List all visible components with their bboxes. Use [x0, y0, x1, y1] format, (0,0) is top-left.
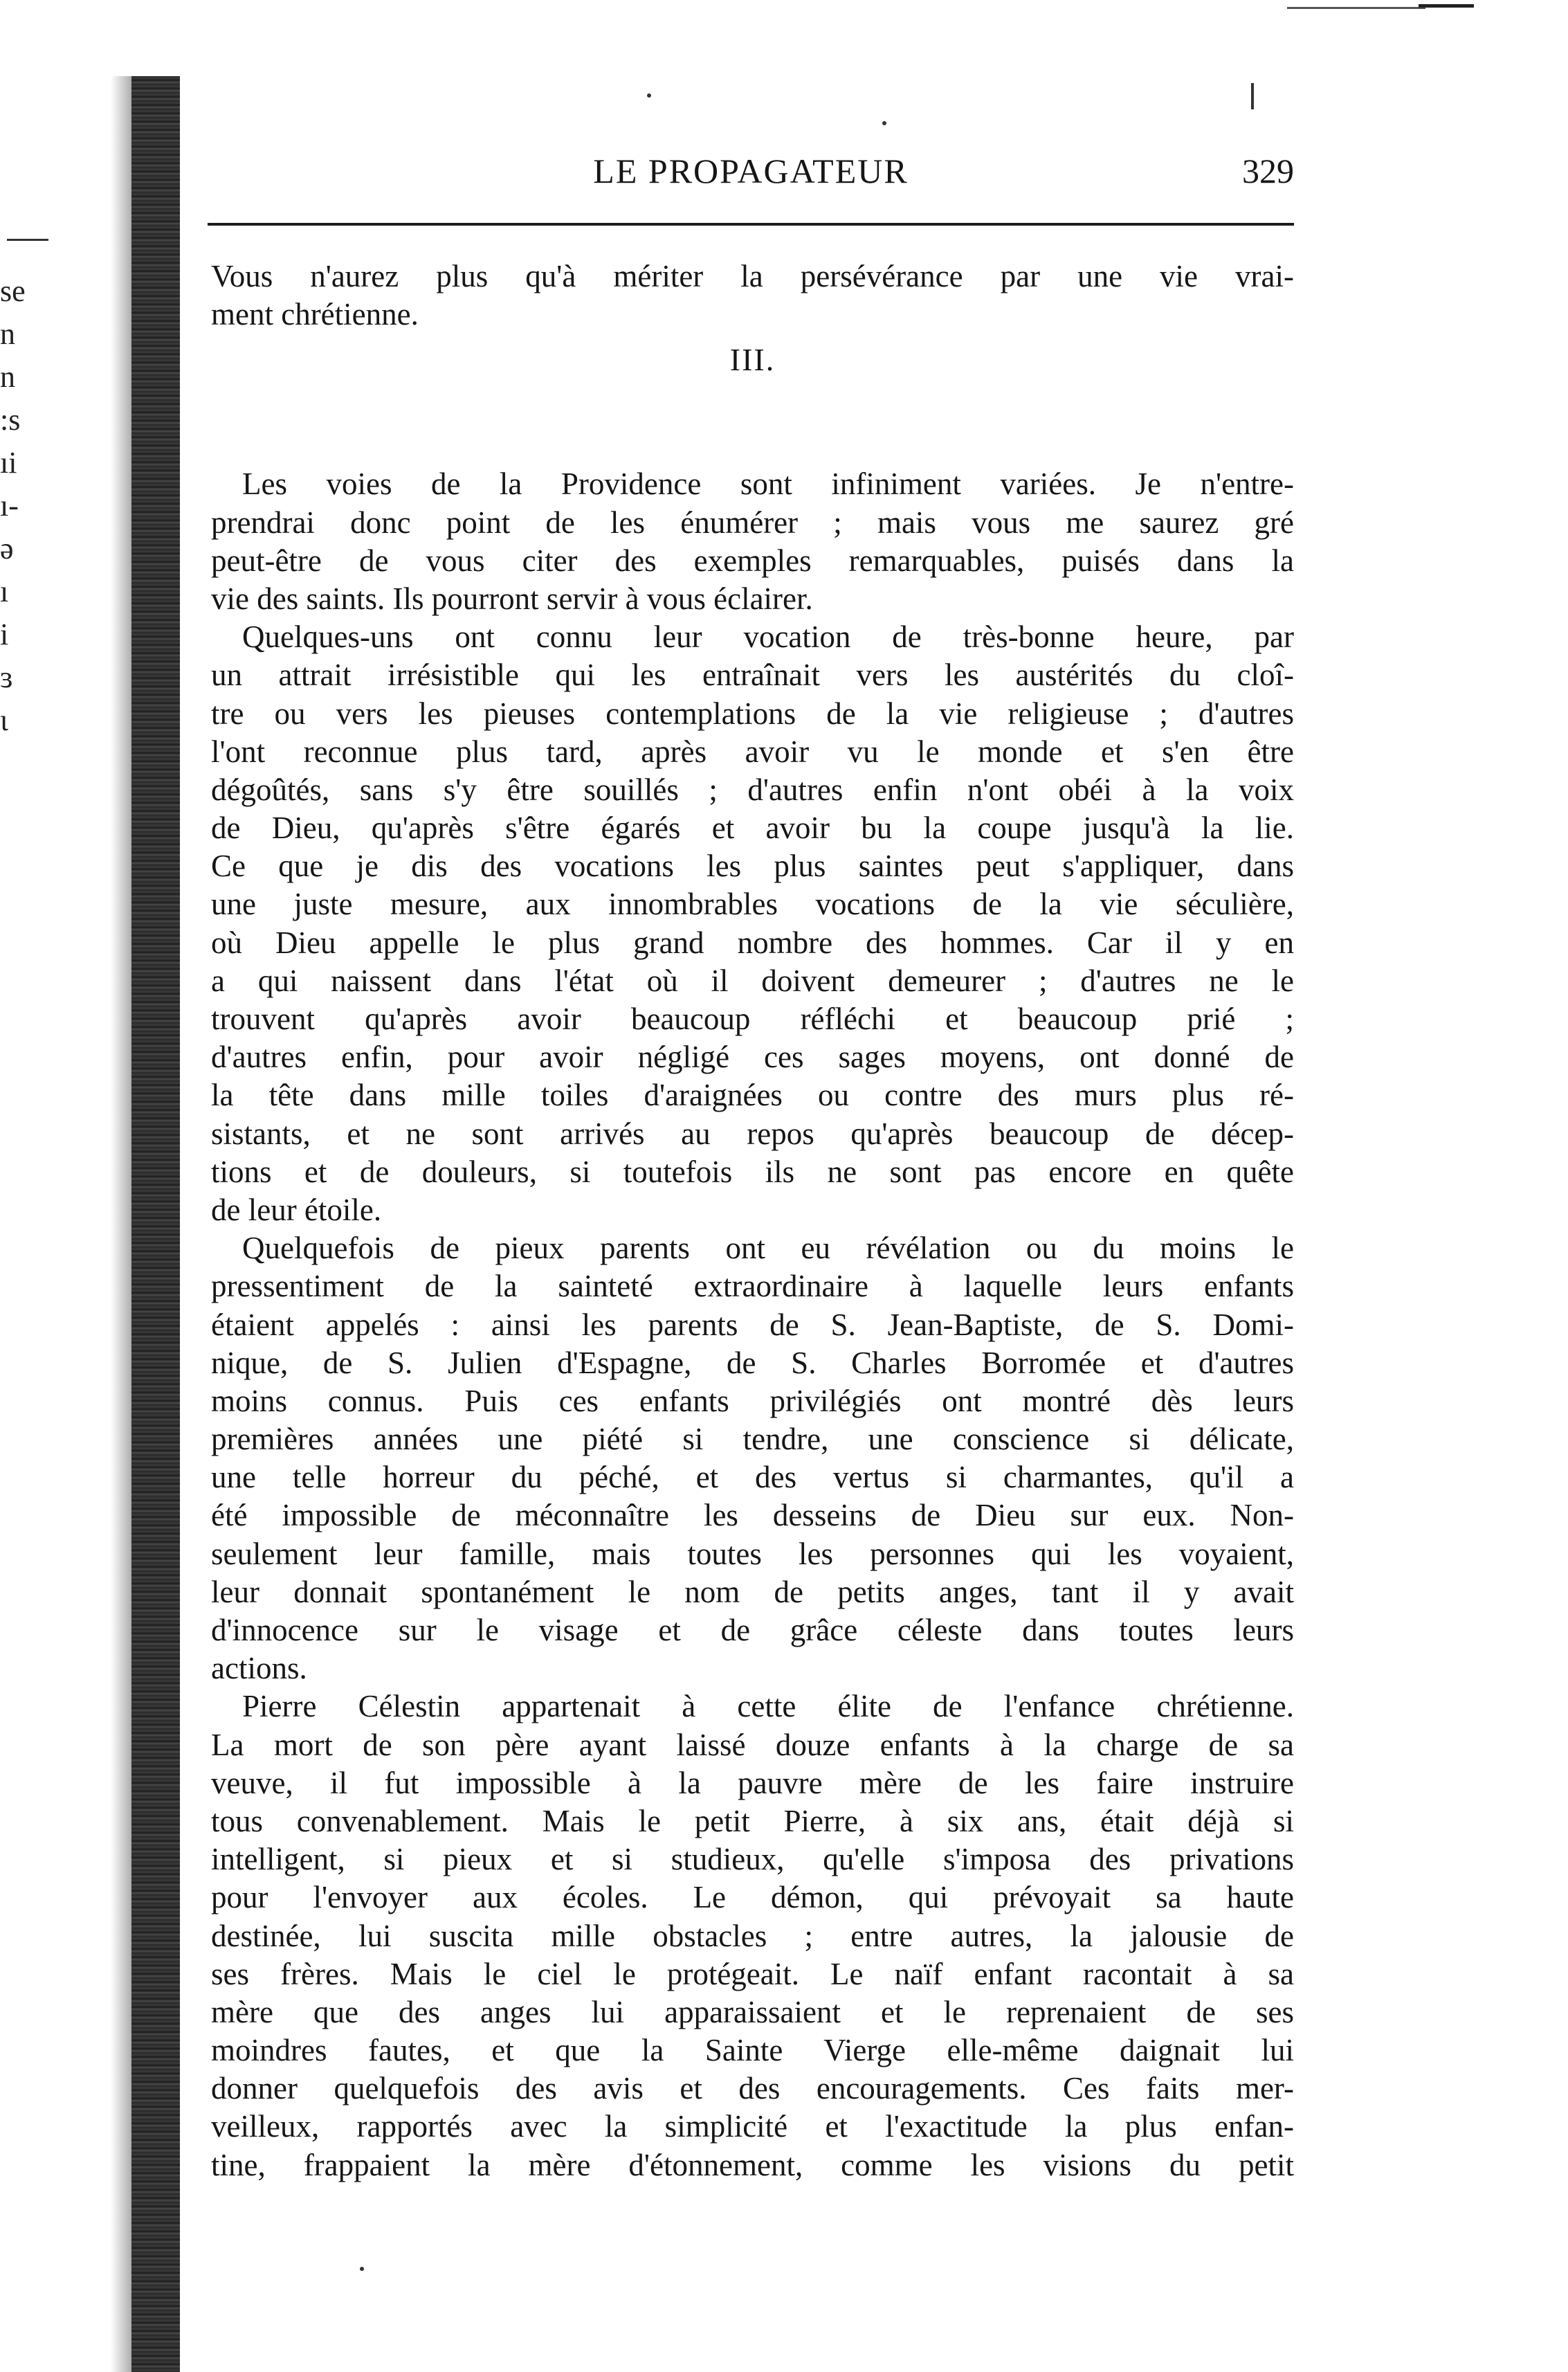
facing-page-letter: n — [0, 317, 15, 351]
text-line: d'autres enfin, pour avoir négligé ces sages moyens, ont donné de — [211, 1040, 1294, 1075]
text-line: Pierre Célestin appartenait à cette élite de l'enfance chrétienne. — [242, 1689, 1294, 1724]
text-line: de Dieu, qu'après s'être égarés et avoir bu la coupe jusqu'à la lie. — [211, 811, 1294, 846]
scan-artifact — [1287, 7, 1425, 9]
text-line: dégoûtés, sans s'y être souillés ; d'autres enfin n'ont obéi à la voix — [211, 772, 1294, 807]
binding-gutter — [131, 76, 180, 2372]
text-line: moindres fautes, et que la Sainte Vierge elle-même daignait lui — [211, 2033, 1294, 2068]
gutter-shadow — [111, 76, 131, 2372]
facing-page-letter: ı- — [0, 489, 19, 523]
facing-page-letter: se — [0, 274, 26, 308]
header-rule — [208, 223, 1294, 226]
text-line: l'ont reconnue plus tard, après avoir vu le monde et s'en être — [211, 734, 1294, 769]
text-line: tre ou vers les pieuses contemplations de la vie religieuse ; d'autres — [211, 696, 1294, 731]
scan-speck — [360, 2267, 364, 2271]
facing-page-letter: i — [0, 617, 9, 651]
scan-mark — [1251, 83, 1254, 109]
paragraph — [211, 465, 1294, 618]
text-line: Quelquefois de pieux parents ont eu révélation ou du moins le — [242, 1231, 1294, 1266]
facing-page-letter: :s — [0, 403, 21, 437]
section-numeral: III. — [729, 342, 776, 378]
text-line: tous convenablement. Mais le petit Pierre, à six ans, était déjà si — [211, 1803, 1294, 1838]
body-text — [211, 257, 1294, 2184]
paragraph — [211, 1687, 1294, 2184]
facing-page-letter: ıi — [0, 446, 17, 480]
text-line: actions. — [211, 1651, 307, 1686]
text-line: été impossible de méconnaître les desseins de Dieu sur eux. Non- — [211, 1498, 1294, 1533]
text-line: étaient appelés : ainsi les parents de S. Jean-Baptiste, de S. Domi- — [211, 1307, 1294, 1342]
text-line: vie des saints. Ils pourront servir à vous éclairer. — [211, 581, 813, 616]
text-line: une juste mesure, aux innombrables vocations de la vie séculière, — [211, 887, 1294, 922]
text-line: Les voies de la Providence sont infiniment variées. Je n'entre- — [242, 467, 1294, 502]
facing-page-letter: ǝ — [0, 532, 14, 565]
text-line: intelligent, si pieux et si studieux, qu'elle s'imposa des privations — [211, 1842, 1294, 1877]
facing-page-fragment — [0, 270, 48, 742]
running-title: LE PROPAGATEUR — [593, 152, 909, 190]
text-line: de leur étoile. — [211, 1192, 382, 1227]
text-line: premières années une piété si tendre, une conscience si délicate, — [211, 1422, 1294, 1457]
facing-page-letter: ı — [0, 574, 9, 608]
text-line: pour l'envoyer aux écoles. Le démon, qui prévoyait sa haute — [211, 1880, 1294, 1915]
text-line: prendrai donc point de les énumérer ; mais vous me saurez gré — [211, 505, 1294, 540]
text-line: Vous n'aurez plus qu'à mériter la persévérance par une vie vrai- — [211, 259, 1294, 293]
text-line: donner quelquefois des avis et des encouragements. Ces faits mer- — [211, 2071, 1294, 2106]
text-line: la tête dans mille toiles d'araignées ou contre des murs plus ré- — [211, 1078, 1294, 1113]
scan-speck — [882, 121, 886, 125]
text-line: tions et de douleurs, si toutefois ils ne sont pas encore en quête — [211, 1154, 1294, 1189]
text-line: pressentiment de la sainteté extraordinaire à laquelle leurs enfants — [211, 1269, 1294, 1304]
text-line: un attrait irrésistible qui les entraînait vers les austérités du cloî- — [211, 658, 1294, 693]
text-line: leur donnait spontanément le nom de petits anges, tant il y avait — [211, 1574, 1294, 1609]
text-line: tine, frappaient la mère d'étonnement, comme les visions du petit — [211, 2147, 1294, 2182]
facing-page-letter: ɜ — [0, 660, 13, 694]
text-line: d'innocence sur le visage et de grâce céleste dans toutes leurs — [211, 1613, 1294, 1647]
text-line: mère que des anges lui apparaissaient et le reprenaient de ses — [211, 1994, 1294, 2029]
text-line: ment chrétienne. — [211, 297, 419, 332]
text-line: destinée, lui suscita mille obstacles ; entre autres, la jalousie de — [211, 1918, 1294, 1953]
text-line: ses frères. Mais le ciel le protégeait. Le naïf enfant racontait à sa — [211, 1956, 1294, 1991]
text-line: peut-être de vous citer des exemples remarquables, puisés dans la — [211, 543, 1294, 578]
facing-page-letter: ι — [0, 703, 8, 737]
facing-page-rule — [7, 239, 48, 241]
page-number: 329 — [1242, 152, 1294, 190]
paragraph — [211, 1229, 1294, 1687]
text-line: a qui naissent dans l'état où il doivent demeurer ; d'autres ne le — [211, 963, 1294, 998]
text-line: veuve, il fut impossible à la pauvre mère de les faire instruire — [211, 1765, 1294, 1800]
text-line: Ce que je dis des vocations les plus saintes peut s'appliquer, dans — [211, 849, 1294, 884]
text-line: veilleux, rapportés avec la simplicité et l'exactitude la plus enfan- — [211, 2109, 1294, 2144]
text-line: nique, de S. Julien d'Espagne, de S. Charles Borromée et d'autres — [211, 1345, 1294, 1380]
scan-artifact — [1419, 4, 1474, 8]
text-line: une telle horreur du péché, et des vertus si charmantes, qu'il a — [211, 1460, 1294, 1495]
text-line: moins connus. Puis ces enfants privilégiés ont montré dès leurs — [211, 1383, 1294, 1418]
text-line: seulement leur famille, mais toutes les personnes qui les voyaient, — [211, 1536, 1294, 1571]
intro-paragraph — [211, 257, 1294, 334]
text-line: La mort de son père ayant laissé douze enfants à la charge de sa — [211, 1727, 1294, 1762]
running-head — [208, 151, 1294, 199]
text-line: trouvent qu'après avoir beaucoup réfléchi et beaucoup prié ; — [211, 1002, 1294, 1036]
scan-speck — [647, 93, 651, 98]
facing-page-letter: n — [0, 360, 15, 394]
text-line: sistants, et ne sont arrivés au repos qu'après beaucoup de décep- — [211, 1116, 1294, 1151]
text-line: Quelques-uns ont connu leur vocation de très-bonne heure, par — [242, 619, 1294, 655]
text-line: où Dieu appelle le plus grand nombre des hommes. Car il y en — [211, 925, 1294, 960]
paragraph — [211, 618, 1294, 1229]
